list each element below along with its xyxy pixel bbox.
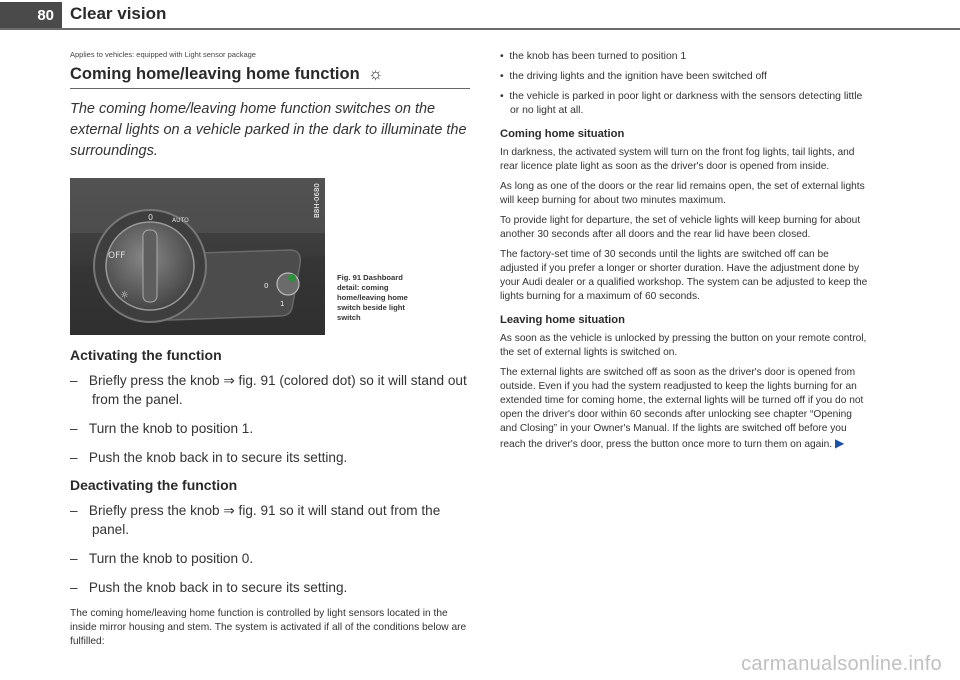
page-header (0, 0, 960, 30)
leaving-home-heading: Leaving home situation (500, 314, 625, 326)
condition-item: • the vehicle is parked in poor light or darkness with the sensors detecting little or no light at all. (500, 91, 863, 116)
coming-home-heading: Coming home situation (500, 128, 625, 140)
right-column (500, 50, 870, 458)
svg-text:B8H-0680: B8H-0680 (313, 183, 321, 218)
activate-step: – Briefly press the knob ⇒ fig. 91 (colored dot) so it will stand out from the panel. (70, 373, 467, 407)
condition-item: • the driving lights and the ignition have been switched off (500, 71, 767, 82)
coming-paragraph: In darkness, the activated system will turn on the front fog lights, tail lights, and rear licence plate light as soon as the driver's door is opened from inside. (500, 147, 855, 172)
header-rule (0, 28, 960, 30)
deactivate-step: – Turn the knob to position 0. (70, 551, 254, 566)
svg-text:AUTO: AUTO (172, 217, 189, 224)
dashboard-illustration (70, 178, 325, 335)
figure-caption: Fig. 91 Dashboard detail: coming home/leaving home switch beside light switch (337, 273, 408, 322)
section-heading (70, 65, 470, 89)
lead-text: The coming home/leaving home function switches on the external lights on a vehicle parked in the dark to illuminate the surroundings. (70, 101, 467, 159)
activate-step: – Push the knob back in to secure its setting. (70, 450, 348, 465)
coming-paragraph: As long as one of the doors or the rear lid remains open, the set of external lights will keep burning for about two minutes maximum. (500, 181, 865, 206)
left-column (70, 50, 470, 649)
section-heading-text: Coming home/leaving home function (70, 65, 360, 83)
coming-paragraph: The factory-set time of 30 seconds until the lights are switched off can be adjusted if you prefer a longer or shorter duration. Have the adjustment done by your Audi dealer or a qualified workshop. The system can be adjusted to keep the lights burning for a maximum of 60 seconds. (500, 249, 868, 302)
svg-text:0: 0 (148, 213, 154, 222)
figure (70, 178, 470, 335)
applies-to: Applies to vehicles: equipped with Light sensor package (70, 50, 256, 59)
condition-item: • the knob has been turned to position 1 (500, 51, 687, 62)
deactivate-heading: Deactivating the function (70, 477, 238, 493)
deactivate-step: – Push the knob back in to secure its setting. (70, 580, 348, 595)
leaving-paragraph: The external lights are switched off as soon as the driver's door is opened from outside. Even if you had the system readjusted to keep the lights burning for an extended time for coming home, the external lights will be turned off if you do not open the driver's door within 60 seconds after unlocking see chapter “Opening and Closing” in your Owner's Manual. If the lights are switched off before you reach the driver's door, press the button once more to turn them on again. ▶ (500, 367, 864, 450)
activate-step: – Turn the knob to position 1. (70, 421, 254, 436)
dashboard-light-switch-image (70, 178, 325, 335)
continue-arrow-icon: ▶ (834, 436, 845, 450)
svg-text:OFF: OFF (108, 251, 126, 261)
svg-text:☼: ☼ (120, 290, 129, 301)
watermark: carmanualsonline.info (741, 653, 942, 675)
leaving-paragraph: As soon as the vehicle is unlocked by pressing the button on your remote control, the set of external lights is switched on. (500, 333, 867, 358)
deactivate-step: – Briefly press the knob ⇒ fig. 91 so it will stand out from the panel. (70, 503, 441, 537)
coming-home-icon: ☼ (368, 65, 384, 83)
closing-paragraph: The coming home/leaving home function is controlled by light sensors located in the inside mirror housing and stem. The system is activated if all of the conditions below are fulfilled: (70, 608, 467, 647)
svg-text:1: 1 (280, 300, 285, 308)
page-number: 80 (0, 2, 62, 28)
coming-paragraph: To provide light for departure, the set of vehicle lights will keep burning for about another 30 seconds after all doors and the rear lid have been closed. (500, 215, 861, 240)
section-title: Clear vision (70, 4, 167, 23)
svg-text:0: 0 (264, 282, 269, 290)
activate-heading: Activating the function (70, 347, 222, 363)
